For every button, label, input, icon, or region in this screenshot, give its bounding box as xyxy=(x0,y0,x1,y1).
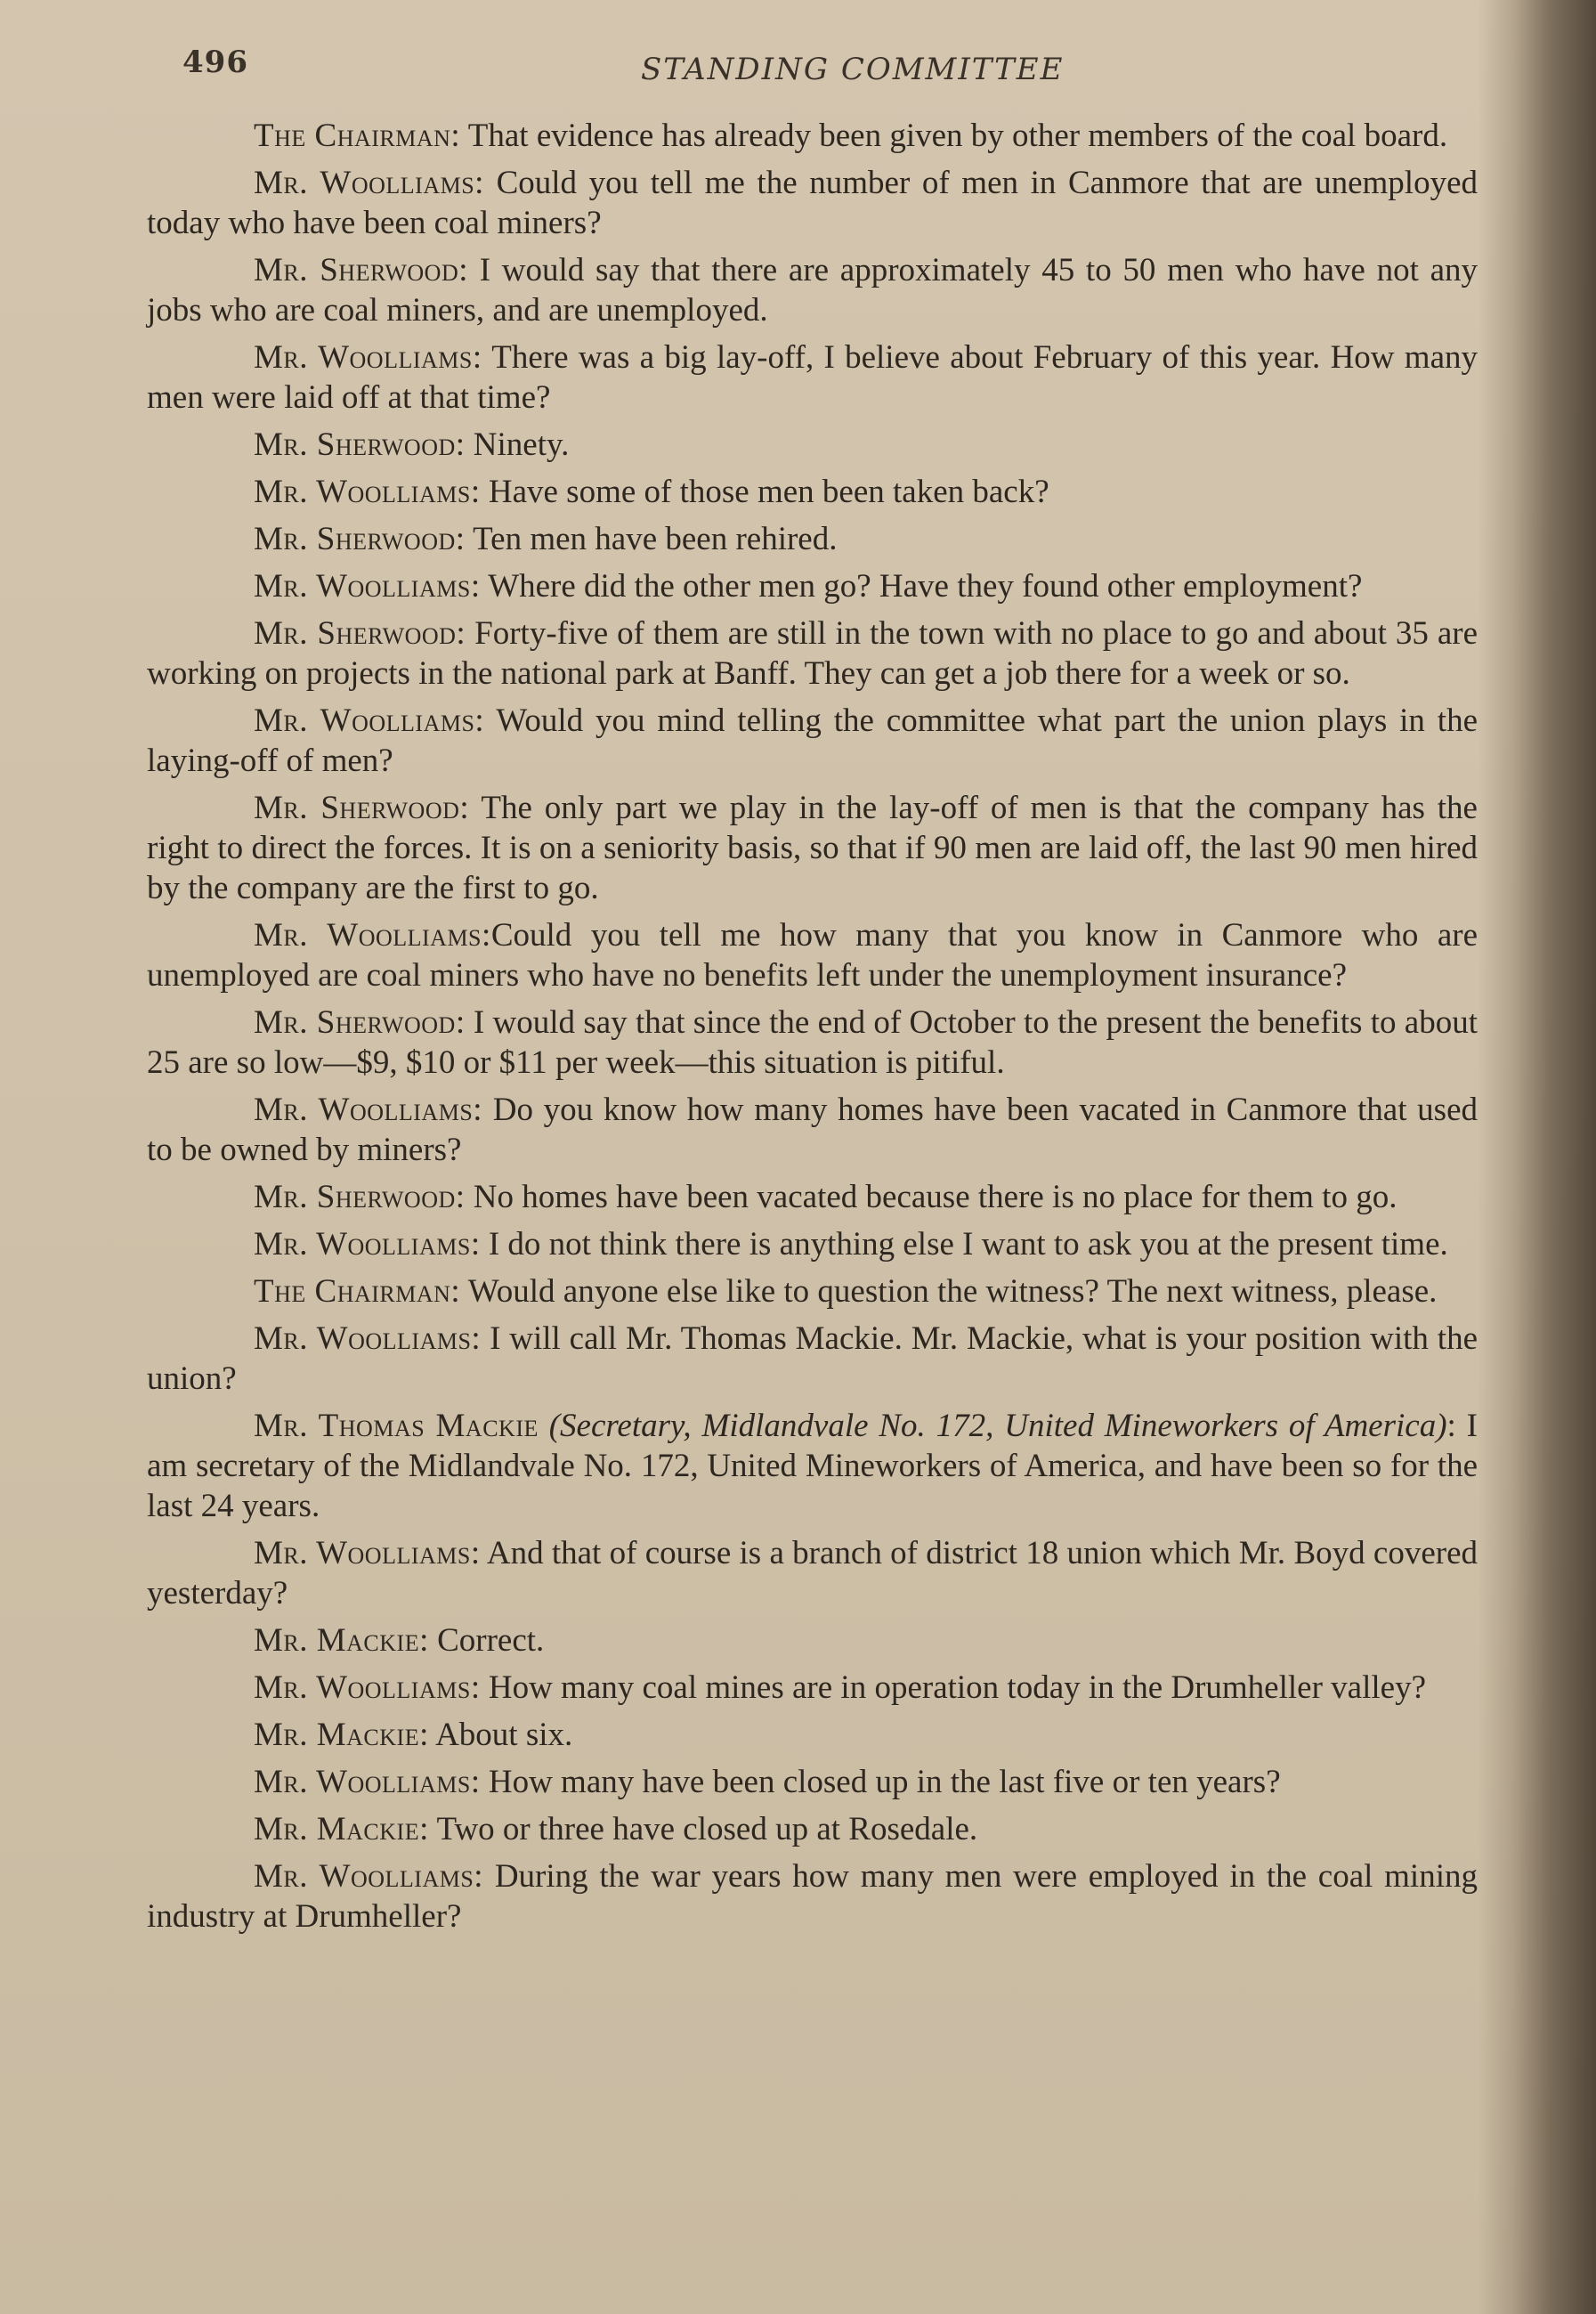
speaker-name: Mr. Sherwood: xyxy=(254,790,470,826)
page-header xyxy=(182,45,1455,98)
transcript-paragraph xyxy=(147,1319,1478,1399)
speech-text: I do not think there is anything else I want to ask you at the present time. xyxy=(480,1226,1448,1263)
speech-text: Ten men have been rehired. xyxy=(465,521,838,557)
speaker-name: Mr. Sherwood: xyxy=(254,1179,466,1215)
speaker-name: Mr. Sherwood: xyxy=(254,1004,466,1041)
speech-text: I will call Mr. Thomas Mackie. Mr. Mackie, what is your position with the union? xyxy=(147,1320,1478,1397)
speaker-name: Mr. Woolliams: xyxy=(254,474,481,510)
transcript-paragraph xyxy=(147,1271,1478,1311)
speech-text: I would say that since the end of October to the present the benefits to about 25 are so low—$9, $10 or $11 per week—this situation is pitiful. xyxy=(147,1004,1478,1081)
speaker-name: Mr. Mackie: xyxy=(254,1811,429,1847)
speech-text: Forty-five of them are still in the town with no place to go and about 35 are working on projects in the national park at Banff. They can get a job there for a week or so. xyxy=(147,615,1478,692)
speech-text: Could you tell me the number of men in Canmore that are unemployed today who have been coal miners? xyxy=(147,165,1478,241)
speaker-name: Mr. Woolliams: xyxy=(254,1535,481,1571)
speech-text: How many coal mines are in operation today in the Drumheller valley? xyxy=(480,1669,1426,1706)
speaker-name: Mr. Woolliams: xyxy=(254,1226,481,1263)
speaker-colon: : xyxy=(1446,1408,1456,1444)
speech-text: Correct. xyxy=(428,1622,545,1659)
speaker-name: Mr. Sherwood: xyxy=(254,521,466,557)
transcript-paragraph xyxy=(147,337,1478,418)
speech-text: Where did the other men go? Have they found other employment? xyxy=(480,568,1363,605)
transcript-paragraph xyxy=(147,701,1478,781)
speaker-name: Mr. Sherwood: xyxy=(254,615,466,652)
transcript-paragraph xyxy=(147,915,1478,995)
speaker-name: Mr. Woolliams: xyxy=(254,1764,481,1800)
speaker-name: Mr. Woolliams: xyxy=(254,702,485,739)
transcript-paragraph xyxy=(147,1090,1478,1170)
speaker-name: Mr. Woolliams: xyxy=(254,165,484,201)
speech-text: Would you mind telling the committee what part the union plays in the laying-off of men? xyxy=(147,702,1478,779)
speaker-name: Mr. Woolliams: xyxy=(254,1669,481,1706)
speech-text: Have some of those men been taken back? xyxy=(480,474,1049,510)
transcript-paragraph xyxy=(147,163,1478,243)
speech-text: Do you know how many homes have been vacated in Canmore that used to be owned by miners? xyxy=(147,1092,1478,1168)
speech-text: About six. xyxy=(428,1717,573,1753)
speech-text: There was a big lay-off, I believe about February of this year. How many men were laid off at that time? xyxy=(147,339,1478,416)
transcript-paragraph xyxy=(147,1668,1478,1708)
transcript-paragraph xyxy=(147,1003,1478,1083)
transcript-paragraph xyxy=(147,613,1478,694)
transcript-paragraph xyxy=(147,788,1478,908)
transcript-paragraph xyxy=(147,1809,1478,1849)
speaker-name: Mr. Mackie: xyxy=(254,1717,429,1753)
speaker-name: Mr. Woolliams: xyxy=(254,1092,483,1128)
transcript-paragraph xyxy=(147,425,1478,465)
speech-text: And that of course is a branch of district 18 union which Mr. Boyd covered yesterday? xyxy=(147,1535,1478,1612)
speech-text: Ninety. xyxy=(465,426,570,463)
speaker-name: Mr. Woolliams: xyxy=(254,1858,484,1895)
transcript-paragraph xyxy=(147,250,1478,330)
speaker-name: Mr. Mackie: xyxy=(254,1622,429,1659)
speech-text: No homes have been vacated because there is no place for them to go. xyxy=(465,1179,1398,1215)
transcript-paragraph xyxy=(147,1224,1478,1264)
speech-text: Would anyone else like to question the witness? The next witness, please. xyxy=(460,1273,1438,1310)
speaker-name: Mr. Woolliams: xyxy=(254,917,491,954)
speaker-name: Mr. Woolliams: xyxy=(254,568,481,605)
speech-text: Two or three have closed up at Rosedale. xyxy=(428,1811,978,1847)
transcript-paragraph xyxy=(147,1715,1478,1755)
transcript-paragraph xyxy=(147,1533,1478,1613)
speech-text: During the war years how many men were employed in the coal mining industry at Drumheller? xyxy=(147,1858,1478,1935)
transcript-paragraph xyxy=(147,1177,1478,1217)
speech-text: The only part we play in the lay-off of men is that the company has the right to direct the forces. It is on a seniority basis, so that if 90 men are laid off, the last 90 men hired by the company are the first to go. xyxy=(147,790,1478,906)
page-number: 496 xyxy=(182,45,248,80)
speaker-name: The Chairman: xyxy=(254,1273,461,1310)
transcript-paragraph xyxy=(147,472,1478,512)
witness-title: (Secretary, Midlandvale No. 172, United Mineworkers of America) xyxy=(548,1408,1447,1444)
speaker-name: Mr. Sherwood: xyxy=(254,252,469,288)
transcript-paragraph xyxy=(147,1406,1478,1526)
transcript-paragraph xyxy=(147,519,1478,559)
speaker-name: The Chairman: xyxy=(254,118,461,154)
transcript-paragraph xyxy=(147,1762,1478,1802)
transcript-paragraph xyxy=(147,1856,1478,1936)
speaker-name: Mr. Woolliams: xyxy=(254,1320,482,1357)
transcript-paragraph xyxy=(147,116,1478,156)
transcript-paragraph xyxy=(147,566,1478,606)
speech-text: Could you tell me how many that you know in Canmore who are unemployed are coal miners who have no benefits left under the unemployment insurance? xyxy=(147,917,1479,994)
transcript-paragraph xyxy=(147,1620,1478,1660)
speaker-name: Mr. Sherwood: xyxy=(254,426,466,463)
speech-text: That evidence has already been given by other members of the coal board. xyxy=(460,118,1448,154)
speaker-name: Mr. Woolliams: xyxy=(254,339,482,376)
speech-text: How many have been closed up in the last five or ten years? xyxy=(480,1764,1281,1800)
speech-text: I would say that there are approximately 45 to 50 men who have not any jobs who are coal miners, and are unemployed. xyxy=(147,252,1478,329)
speech-text: I am secretary of the Midlandvale No. 172, United Mineworkers of America, and have been so for the last 24 years. xyxy=(147,1408,1478,1524)
transcript-body xyxy=(147,116,1478,1944)
speaker-name: Mr. Thomas Mackie xyxy=(254,1408,539,1444)
running-head: STANDING COMMITTEE xyxy=(641,52,1065,87)
